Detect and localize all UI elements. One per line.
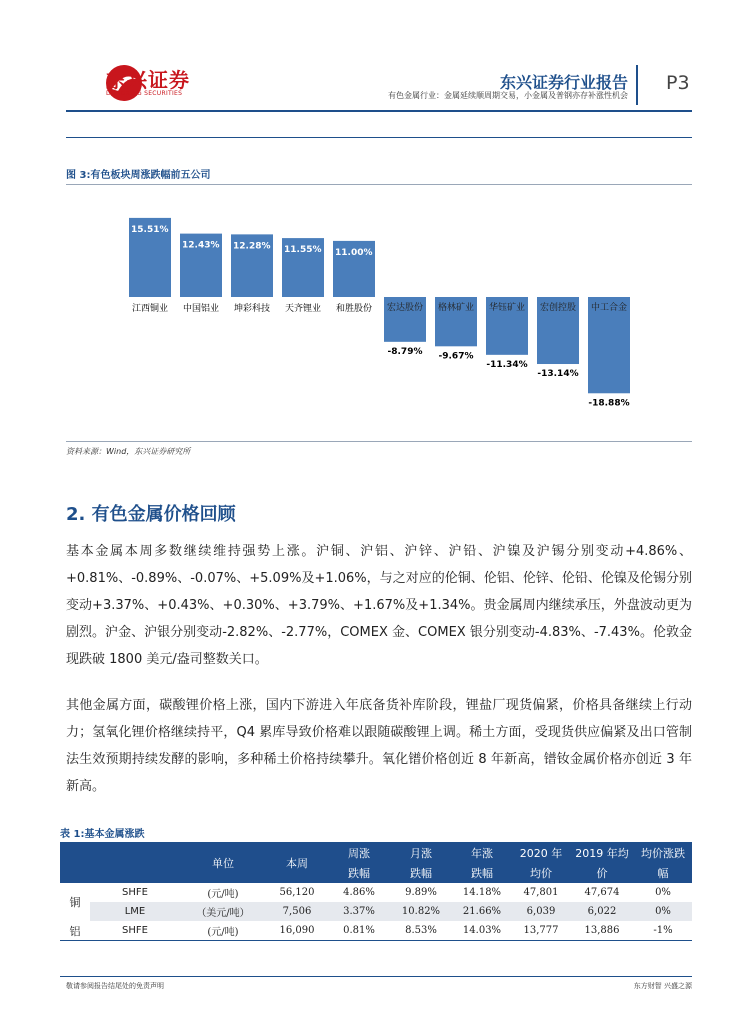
- table-header-cell: 本周: [266, 843, 328, 883]
- avg-change-cell: 0%: [655, 887, 671, 898]
- table-header-cell: [60, 843, 90, 883]
- chart-category-label: 天齐锂业: [284, 304, 322, 314]
- report-subtitle: 有色金属行业：金属延续顺周期交易，小金属及普钢亦存补涨性机会: [388, 91, 628, 100]
- monthly-change-cell: 10.82%: [390, 902, 452, 921]
- chart-value-label: 12.43%: [182, 240, 220, 251]
- footer-rule: [60, 976, 692, 977]
- chart-value-label: -18.88%: [588, 398, 630, 409]
- price-cell: 7,506: [266, 902, 328, 921]
- weekly-change-cell: 4.86%: [343, 887, 375, 898]
- table-header-cell: 均价: [512, 863, 570, 883]
- table-header-cell: 2020 年: [512, 843, 570, 863]
- metal-cell: 铜: [60, 883, 90, 921]
- footer-slogan: 东方财智 兴盛之源: [633, 982, 692, 990]
- chart-value-label: -8.79%: [387, 346, 423, 357]
- table-header-cell: 幅: [634, 863, 692, 883]
- table-header-cell: [90, 843, 180, 883]
- chart-category-label: 中工合金: [590, 303, 628, 313]
- yearly-change-cell: 21.66%: [452, 902, 512, 921]
- unit-cell: （美元/吨）: [180, 902, 266, 921]
- monthly-change-cell: 9.89%: [405, 887, 437, 898]
- avg-2020-cell: 13,777: [512, 921, 570, 941]
- yearly-change-cell: 14.18%: [462, 887, 502, 898]
- avg-change-cell: 0%: [634, 902, 692, 921]
- chart-category-label: 宏创控股: [539, 303, 577, 313]
- figure-title-rule: [66, 184, 692, 185]
- paragraph-base-metals: 基本金属本周多数继续维持强势上涨。沪铜、沪铝、沪锌、沪铅、沪镍及沪锡分别变动+4.86%、+0.81%、-0.89%、-0.07%、+5.09%及+1.06%，与之对应的伦铜、伦铝、伦锌、伦铅、伦镍及伦锡分别变动+3.37%、+0.43%、+0.30%、+3.79%、+1.67%及+1.34%。贵金属周内继续承压，外盘波动更为剧烈。沪金、沪银分别变动-2.82%、-2.77%，COMEX 金、COMEX 银分别变动-4.83%、-7.43%。伦敦金现跌破 1800 美元/盎司整数关口。: [66, 544, 692, 667]
- table-header-cell: 周涨: [328, 843, 390, 863]
- weekly-change-cell: 3.37%: [328, 902, 390, 921]
- unit-cell: (元/吨): [207, 889, 239, 900]
- table-header-cell: 跌幅: [452, 863, 512, 883]
- table-header-cell: 单位: [180, 843, 266, 883]
- logo-subtext: DONGXING SECURITIES: [106, 90, 183, 97]
- page-number: P3: [666, 72, 690, 94]
- chart-value-label: -13.14%: [537, 369, 579, 380]
- footer-disclaimer: 敬请参阅报告结尾处的免责声明: [66, 982, 164, 990]
- chart-category-label: 格林矿业: [437, 303, 475, 313]
- exchange-cell: SHFE: [122, 887, 148, 898]
- base-metals-table: [60, 843, 692, 941]
- table-header-cell: 价: [570, 863, 634, 883]
- table-row: [60, 883, 692, 902]
- metal-cell: 铝: [60, 921, 90, 941]
- figure-source: 资料来源：Wind，东兴证券研究所: [66, 447, 191, 456]
- avg-2020-cell: 47,801: [523, 887, 559, 898]
- chart-category-label: 宏达股份: [386, 303, 424, 313]
- unit-cell: (元/吨): [180, 921, 266, 941]
- table-header-cell: 跌幅: [390, 863, 452, 883]
- report-title: 东兴证券行业报告: [499, 73, 628, 92]
- table-header-cell: 月涨: [390, 843, 452, 863]
- table-header-cell: 均价涨跌: [634, 843, 692, 863]
- logo-text: 东兴证券: [106, 68, 190, 92]
- chart-value-label: -11.34%: [486, 359, 528, 370]
- avg-2020-cell: 6,039: [512, 902, 570, 921]
- table-row: [60, 902, 692, 921]
- table-header-cell: 跌幅: [328, 863, 390, 883]
- figure-title: 图 3:有色板块周涨跌幅前五公司: [66, 170, 211, 181]
- price-cell: 56,120: [279, 887, 315, 898]
- section-title: 2. 有色金属价格回顾: [66, 504, 236, 525]
- chart-category-label: 江西铜业: [131, 304, 169, 314]
- avg-change-cell: -1%: [634, 921, 692, 941]
- exchange-cell: LME: [90, 902, 180, 921]
- chart-value-label: 12.28%: [233, 241, 271, 252]
- chart-category-label: 坤彩科技: [233, 304, 271, 314]
- price-cell: 16,090: [266, 921, 328, 941]
- yearly-change-cell: 14.03%: [452, 921, 512, 941]
- chart-category-label: 华钰矿业: [488, 303, 526, 313]
- chart-category-label: 和胜股份: [335, 304, 373, 314]
- header-rule: [66, 110, 692, 112]
- chart-value-label: 15.51%: [131, 224, 169, 235]
- chart-value-label: -9.67%: [438, 351, 474, 362]
- weekly-change-cell: 0.81%: [328, 921, 390, 941]
- table-header-cell: 2019 年均: [570, 843, 634, 863]
- header-rule-secondary: [66, 137, 692, 138]
- avg-2019-cell: 47,674: [584, 887, 620, 898]
- table-header-cell: 年涨: [452, 843, 512, 863]
- chart-category-label: 中国铝业: [182, 304, 220, 314]
- monthly-change-cell: 8.53%: [390, 921, 452, 941]
- table-row: [60, 921, 692, 941]
- avg-2019-cell: 6,022: [570, 902, 634, 921]
- paragraph-other-metals: 其他金属方面，碳酸锂价格上涨，国内下游进入年底备货补库阶段，锂盐厂现货偏紧，价格具备继续上行动力；氢氧化锂价格继续持平，Q4 累库导致价格难以跟随碳酸锂上调。稀土方面，受现货供应偏紧及出口管制法生效预期持续发酵的影响，多种稀土价格持续攀升。氧化镨价格创近 8 年新高，镨钕金属价格亦创近 3 年新高。: [66, 698, 692, 794]
- bar-chart: [110, 205, 650, 430]
- table-header-row: [60, 843, 692, 863]
- chart-value-label: 11.00%: [335, 247, 373, 258]
- source-rule: [66, 441, 692, 442]
- chart-value-label: 11.55%: [284, 245, 322, 256]
- exchange-cell: SHFE: [90, 921, 180, 941]
- header-divider: [636, 65, 638, 105]
- avg-2019-cell: 13,886: [570, 921, 634, 941]
- table-title: 表 1:基本金属涨跌: [60, 829, 145, 840]
